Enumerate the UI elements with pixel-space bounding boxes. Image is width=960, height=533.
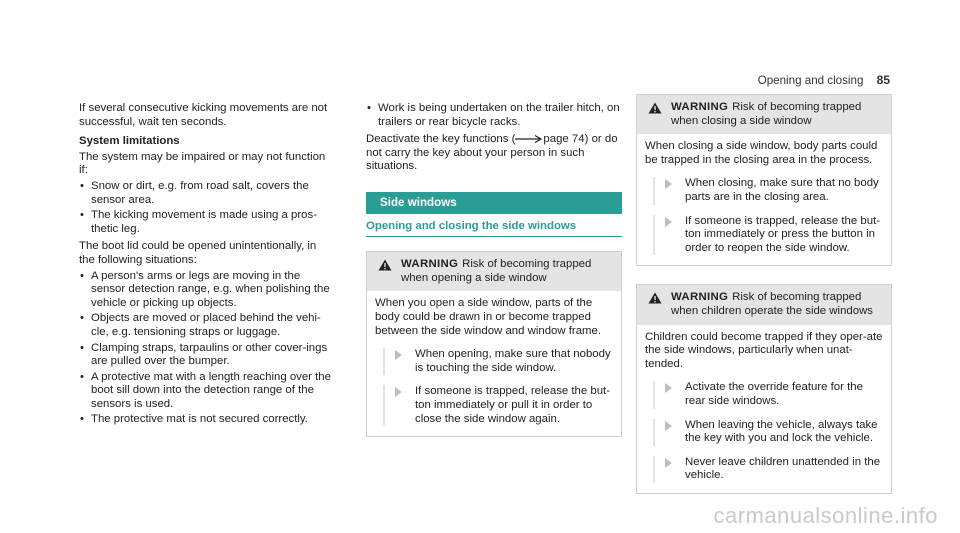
step-arrow-icon	[665, 458, 672, 468]
warning-triangle-icon	[648, 102, 662, 114]
warning-text: When closing a side window, body parts could be trapped in the closing area in the process.	[645, 140, 878, 166]
warning-triangle-icon	[378, 259, 392, 271]
unintentional-text: The boot lid could be opened unintentionally, in the following situations:	[79, 240, 317, 266]
step-text: Activate the override feature for the rear side windows.	[685, 381, 863, 407]
step-text: When opening, make sure that nobody is touching the side window.	[415, 348, 611, 374]
warning-body	[637, 134, 891, 265]
instruction-step	[383, 348, 613, 375]
watermark: carmanualsonline.info	[713, 503, 938, 529]
warning-label: WARNING	[671, 101, 729, 113]
page-reference-link[interactable]: page 74	[543, 133, 585, 146]
warning-header	[637, 95, 891, 134]
list-item: • A protective mat with a length reaching over the boot sill down into the detection range of the sensors is used.	[79, 371, 335, 412]
instruction-step	[653, 177, 883, 204]
step-text: When closing, make sure that no body parts are in the closing area.	[685, 177, 879, 203]
instruction-step	[383, 385, 613, 426]
intro-text: If several consecutive kicking movements are not successful, wait ten seconds.	[79, 102, 328, 128]
step-arrow-icon	[665, 421, 672, 431]
warning-box-opening	[366, 251, 622, 437]
step-arrow-icon	[665, 217, 672, 227]
list-item: • Clamping straps, tarpaulins or other cover-ings are pulled over the bumper.	[79, 342, 335, 369]
warning-title: Risk of becoming trapped when opening a side window	[401, 258, 592, 284]
step-arrow-icon	[665, 179, 672, 189]
step-text: If someone is trapped, release the but-ton immediately or pull it in order to close the side window again.	[415, 385, 611, 425]
column-right	[636, 94, 892, 494]
limitations-text: The system may be impaired or may not function if:	[79, 150, 326, 177]
step-text: If someone is trapped, release the but-ton immediately or press the button in order to reopen the side window.	[685, 214, 881, 254]
unintentional-list	[79, 270, 335, 428]
page-number: 85	[876, 73, 890, 87]
warning-text: Children could become trapped if they oper-ate the side windows, particularly when unat-tended.	[645, 330, 883, 370]
step-arrow-icon	[395, 387, 402, 397]
step-arrow-icon	[665, 383, 672, 393]
instruction-step	[653, 456, 883, 483]
step-text: Never leave children unattended in the vehicle.	[685, 455, 881, 482]
page-header	[758, 74, 890, 88]
list-item: • Objects are moved or placed behind the vehi-cle, e.g. tensioning straps or luggage.	[79, 312, 335, 339]
list-item: • Work is being undertaken on the trailer hitch, on trailers or rear bicycle racks.	[366, 102, 622, 129]
deactivate-text-end: ) or do not carry the key about your person in such situations.	[366, 133, 618, 173]
list-item: • The kicking movement is made using a pros-thetic leg.	[79, 209, 335, 236]
section-heading-side-windows: Side windows	[366, 192, 622, 214]
instruction-step	[653, 215, 883, 256]
warning-text: When you open a side window, parts of the body could be drawn in or become trapped between the side window and window frame.	[375, 297, 602, 337]
step-arrow-icon	[395, 350, 402, 360]
step-text: When leaving the vehicle, always take the key with you and lock the vehicle.	[685, 418, 878, 445]
section-title: Opening and closing	[757, 74, 864, 87]
column-left	[79, 102, 335, 431]
page-reference-arrow-icon	[515, 135, 543, 143]
warning-header	[367, 252, 621, 291]
instruction-step	[653, 419, 883, 446]
list-item: • A person's arms or legs are moving in the sensor detection range, e.g. when polishing the vehicle or picking up objects.	[79, 270, 335, 311]
warning-body	[367, 291, 621, 436]
subsection-heading: Opening and closing the side windows	[366, 220, 622, 238]
column-middle	[366, 102, 622, 437]
instruction-step	[653, 381, 883, 408]
list-item: • The protective mat is not secured correctly.	[79, 413, 335, 427]
warning-label: WARNING	[671, 291, 729, 304]
warning-triangle-icon	[648, 292, 662, 304]
warning-box-children	[636, 284, 892, 494]
warning-label: WARNING	[401, 258, 459, 271]
warning-title: Risk of becoming trapped when closing a side window	[671, 101, 862, 127]
list-item: • Snow or dirt, e.g. from road salt, covers the sensor area.	[79, 180, 335, 207]
warning-title: Risk of becoming trapped when children operate the side windows	[671, 291, 873, 317]
system-limitations-heading: System limitations	[79, 135, 180, 148]
deactivate-text	[366, 133, 622, 174]
continued-list	[366, 102, 622, 129]
deactivate-text-start: Deactivate the key functions (	[366, 133, 516, 146]
limitations-list	[79, 180, 335, 236]
warning-box-closing	[636, 94, 892, 266]
warning-header	[637, 285, 891, 324]
warning-body	[637, 325, 891, 493]
